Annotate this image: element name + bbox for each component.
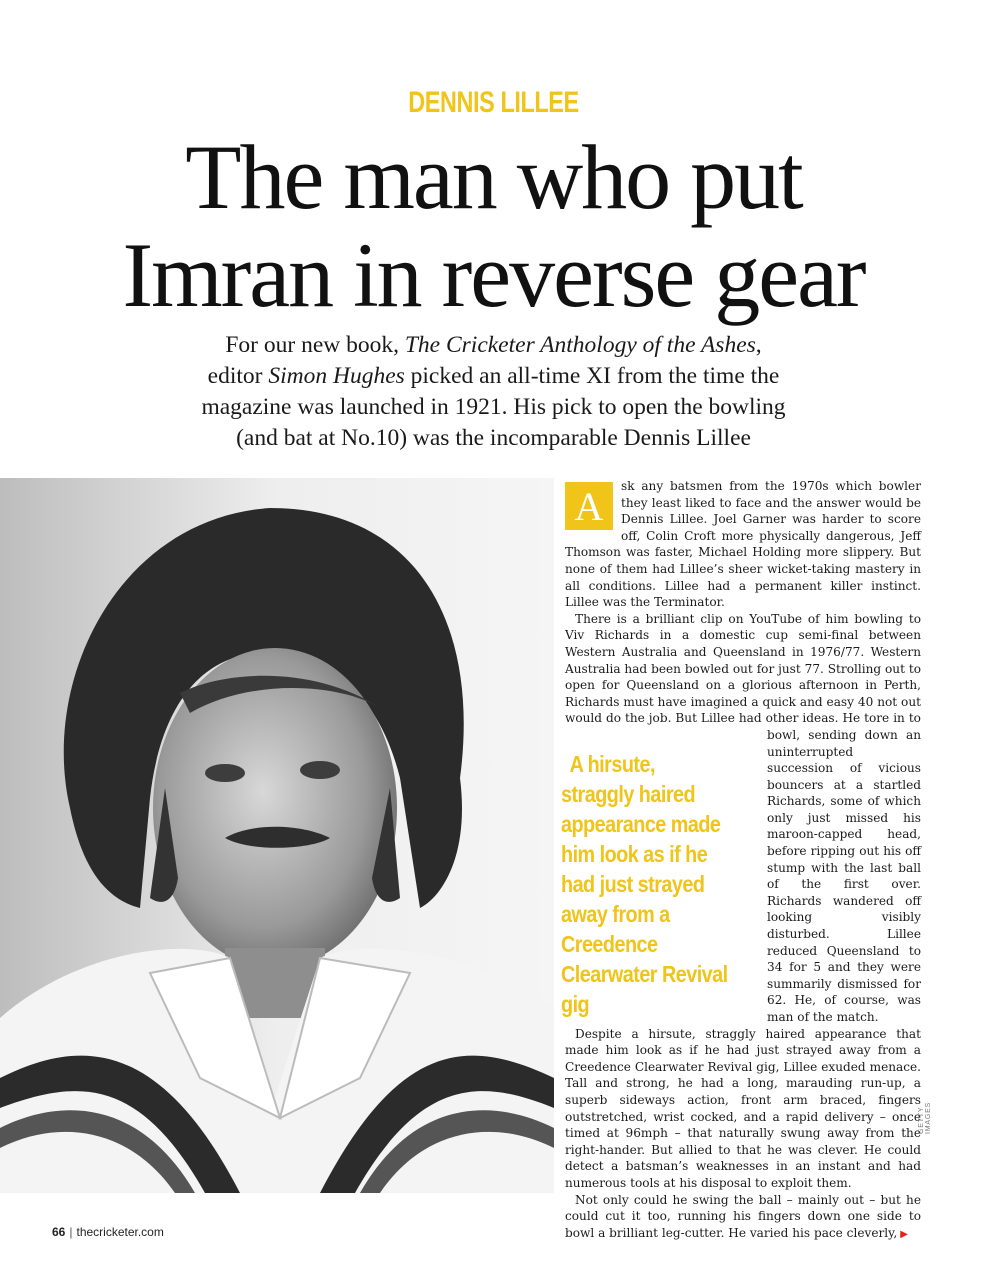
headline (0, 128, 987, 324)
site-url: thecricketer.com (76, 1225, 164, 1239)
page-footer (52, 1225, 164, 1239)
standfirst-line-2 (100, 361, 887, 392)
left-eye (205, 764, 245, 782)
portrait-illustration (0, 478, 554, 1193)
section-kicker: DENNIS LILLEE (408, 86, 579, 119)
standfirst-line-3: magazine was launched in 1921. His pick to open the bowling (201, 394, 786, 420)
headline-line-1: The man who put (185, 126, 802, 228)
standfirst-line-4: (and bat at No.10) was the incomparable Dennis Lillee (236, 425, 751, 451)
standfirst-text: picked an all-time XI from the time the (404, 363, 780, 389)
standfirst-text: , (755, 332, 762, 358)
continue-arrow-icon: ▶ (900, 1228, 908, 1240)
standfirst (100, 330, 887, 454)
page-number: 66 (52, 1225, 66, 1239)
pull-quote: A hirsute, straggly haired appearance made him look as if he had just strayed away from a Creedence Clearwater Revival gig (561, 750, 728, 1017)
standfirst-text: editor (207, 363, 269, 389)
paragraph-3: Despite a hirsute, straggly haired appearance that made him look as if he had just strayed away from a Creedence Clearwater Revival gig, Lillee exuded menace. Tall and strong, he had a long, marauding run-up, a superb sideways action, front arm braced, fingers outstretched, wrist cocked, and a rapid delivery – once timed at 96mph – that naturally swung away from the right-hander. But allied to that he was clever. He could detect a batsman’s weaknesses in an instant and had numerous tools at his disposal to exploit them. (565, 1026, 921, 1190)
standfirst-line-1 (100, 330, 887, 361)
paragraph-4 (565, 1192, 921, 1244)
editor-name: Simon Hughes (268, 363, 405, 389)
book-title: The Cricketer Anthology of the Ashes (404, 332, 756, 358)
paragraph-2-text-b: in to bowl, sending down an uninterrupted succession of vicious bouncers at a startled Richards, some of which only just missed his maroon-capped head, before ripping out his off stump with the last ball of the first over. Richards wandered off looking visibly disturbed. Lillee reduced Queensland to 34 for 5 and they were summarily dismissed for 62. He, of course, was man of the match. (767, 711, 921, 1024)
drop-cap: A (565, 482, 613, 530)
paragraph-1 (565, 478, 921, 611)
paragraph-4-text: Not only could he swing the ball – mainly out – but he could cut it too, running his fingers down one side to bowl a brilliant leg-cutter. He varied his pace cleverly, (565, 1192, 921, 1240)
footer-separator: | (69, 1225, 73, 1239)
article-body (561, 478, 921, 1243)
paragraph-1-text: sk any batsmen from the 1970s which bowler they least liked to face and the answer would be Dennis Lillee. Joel Garner was harder to score off, Colin Croft more physically dangerous, Jeff Thomson was faster, Michael Holding more slippery. But none of them had Lillee’s sheer wicket-taking mastery in all conditions. Lillee had a permanent killer instinct. Lillee was the Terminator. (565, 479, 921, 610)
paragraph-2 (561, 611, 921, 1026)
portrait-photo (0, 478, 554, 1193)
headline-line-2: Imran in reverse gear (122, 224, 865, 326)
right-eye (300, 761, 340, 779)
paragraph-2-text-a: There is a brilliant clip on YouTube of him bowling to Viv Richards in a domestic cup semi-final between Western Australia and Queensland in 1976/77. Western Australia had been bowled out for just 77. Strolling out to open for Queensland on a glorious afternoon in Perth, Richards must have imagined a quick and easy 40 not out would do the job. But Lillee had other ideas. He tore (565, 611, 921, 726)
photo-credit: GETTY IMAGES (918, 1101, 932, 1134)
standfirst-text: For our new book, (225, 332, 405, 358)
